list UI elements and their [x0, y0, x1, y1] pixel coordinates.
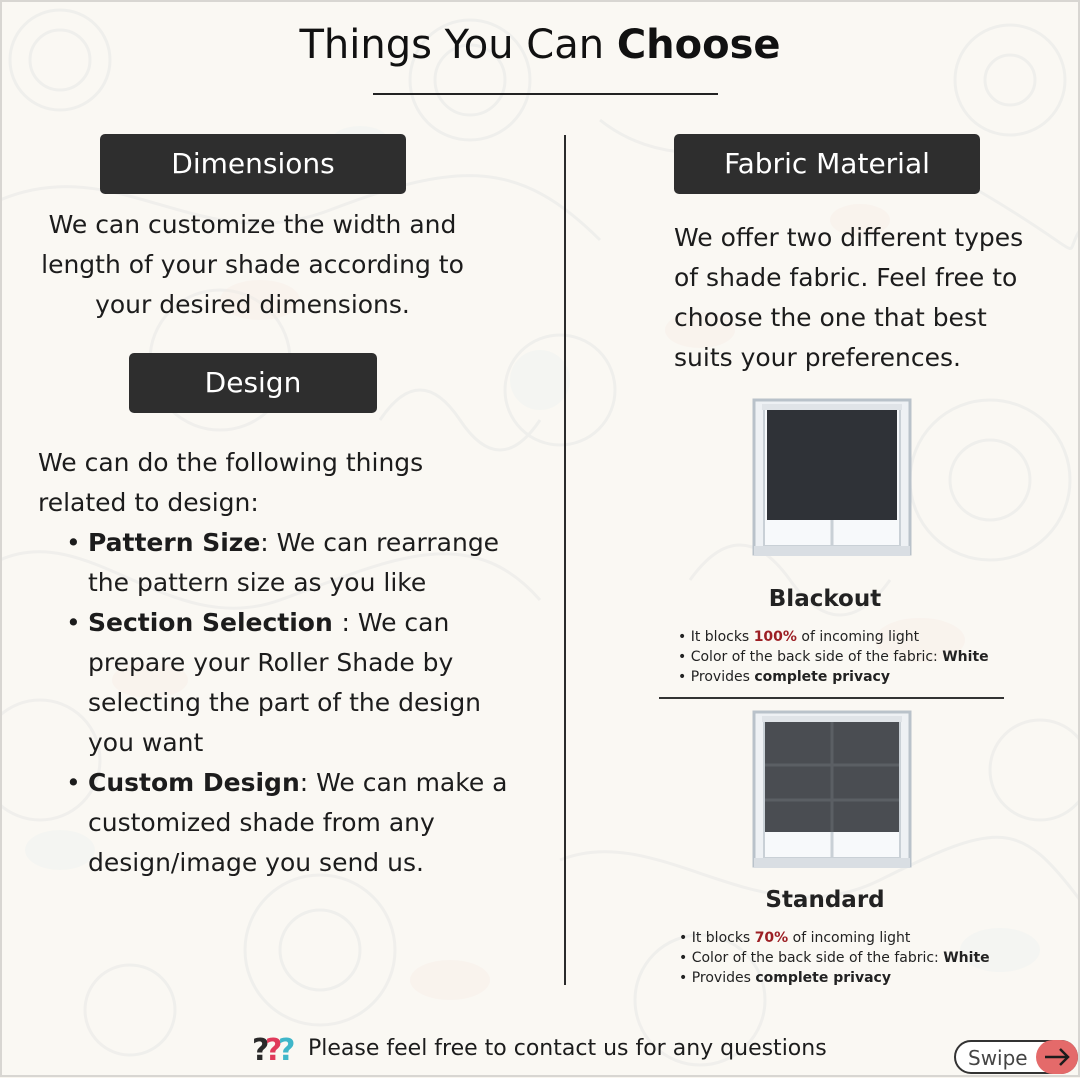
page-title: Things You Can Choose	[299, 22, 781, 68]
blackout-features	[678, 627, 989, 687]
standard-title: Standard	[765, 887, 885, 913]
blackout-title: Blackout	[768, 586, 882, 612]
fabric-divider	[659, 697, 1004, 699]
design-heading: Design	[129, 353, 377, 413]
list-item: • It blocks 100% of incoming light	[678, 627, 989, 647]
list-item: • It blocks 70% of incoming light	[679, 928, 990, 948]
swipe-arrow-badge	[1036, 1040, 1078, 1074]
dimensions-heading: Dimensions	[100, 134, 406, 194]
fabric-material-text: We offer two different types of shade fabric. Feel free to choose the one that best suits your preferences.	[674, 223, 1024, 372]
svg-text:?: ?	[252, 1033, 270, 1065]
list-item: • Pattern Size: We can rearrange the pattern size as you like	[88, 523, 538, 603]
question-marks-logo-icon	[252, 1031, 298, 1065]
title-divider	[373, 93, 718, 95]
list-item: • Color of the back side of the fabric: White	[678, 647, 989, 667]
list-item: • Provides complete privacy	[679, 968, 990, 988]
list-item: • Custom Design: We can make a customized shade from any design/image you send us.	[88, 763, 538, 883]
design-text: We can do the following things related to design: • Pattern Size: We can rearrange the pattern size as you like • Section Selection : We can prepare your Roller Shade by selecting the part of the design you want • Custom Design: We can make a customized shade from any design/image you send us.	[38, 443, 538, 883]
svg-text:?: ?	[265, 1033, 283, 1065]
arrow-right-icon	[1036, 1040, 1078, 1074]
standard-shade-image	[752, 710, 912, 870]
design-options-list	[38, 523, 538, 883]
dimensions-text: We can customize the width and length of your shade according to your desired dimensions.	[41, 210, 464, 319]
list-item: • Provides complete privacy	[678, 667, 989, 687]
footer	[252, 1030, 827, 1066]
column-divider	[564, 135, 566, 985]
swipe-button[interactable]	[954, 1040, 1078, 1074]
list-item: • Section Selection : We can prepare your Roller Shade by selecting the part of the design you want	[88, 603, 538, 763]
svg-text:?: ?	[278, 1033, 296, 1065]
list-item: • Color of the back side of the fabric: White	[679, 948, 990, 968]
swipe-label: Swipe	[968, 1046, 1028, 1070]
fabric-material-heading: Fabric Material	[674, 134, 980, 194]
footer-text: Please feel free to contact us for any questions	[308, 1035, 827, 1061]
blackout-shade-image	[752, 398, 912, 558]
standard-features	[679, 928, 990, 988]
